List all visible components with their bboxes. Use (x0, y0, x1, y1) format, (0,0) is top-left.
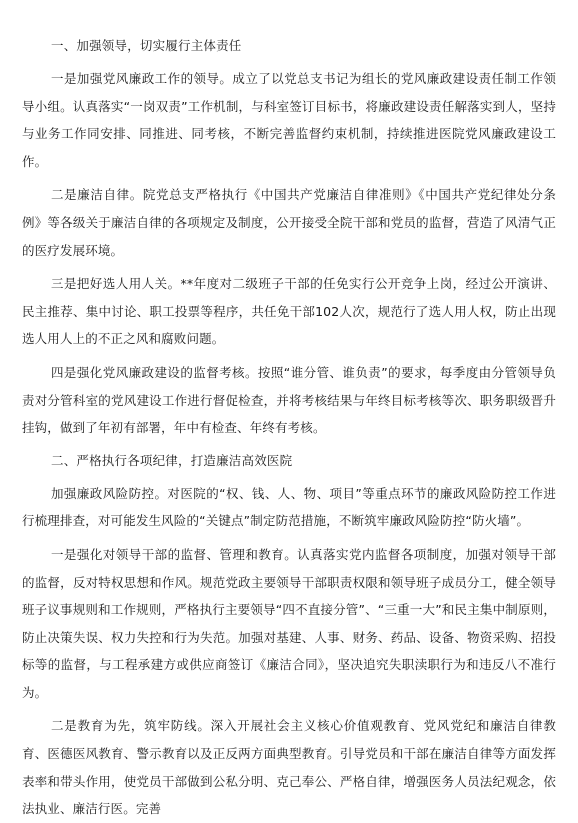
section-heading: 一、加强领导，切实履行主体责任 (51, 38, 242, 53)
paragraph: 三是把好选人用人关。**年度对二级班子干部的任免实行公开竞争上岗，经过公开演讲、民主推荐、集中讨论、职工投票等程序，共任免干部102人次，规范行了选人用人权，防止出现选人用人上的不正之风和腐败问题。 (22, 276, 556, 347)
paragraph: 一是强化对领导干部的监督、管理和教育。认真落实党内监督各项制度，加强对领导干部的监督，反对特权思想和作风。规范党政主要领导干部职责权限和领导班子成员分工，健全领导班子议事规则和工作规则，严格执行主要领导“四不直接分管”、“三重一大”和民主集中制原则，防止决策失误、权力失控和行为失范。加强对基建、人事、财务、药品、设备、物资采购、招投标等的监督，与工程承建方或供应商签订《廉洁合同》，坚决追究失职渎职行为和违反八不准行为。 (22, 546, 556, 700)
paragraph: 加强廉政风险防控。对医院的“权、钱、人、物、项目”等重点环节的廉政风险防控工作进行梳理排查，对可能发生风险的“关键点”制定防范措施，不断筑牢廉政风险防控“防火墙”。 (22, 485, 556, 529)
section-leadership (22, 33, 556, 442)
section-heading: 二、严格执行各项纪律，打造廉洁高效医院 (51, 452, 293, 468)
paragraph: 二是教育为先，筑牢防线。深入开展社会主义核心价值观教育、党风党纪和廉洁自律教育、医德医风教育、警示教育以及正反两方面典型教育。引导党员和干部在廉洁自律等方面发挥表率和带头作用，使党员干部做到公私分明、克己奉公、严格自律，增强医务人员法纪观念，依法执业、廉洁行医。完善 (22, 718, 556, 817)
paragraph: 四是强化党风廉政建设的监督考核。按照“谁分管、谁负责”的要求，每季度由分管领导负责对分管科室的党风建设工作进行督促检查，并将考核结果与年终目标考核等次、职务职级晋升挂钩，做到了年初有部署，年中有检查、年终有考核。 (22, 364, 556, 436)
section-discipline (22, 448, 556, 823)
paragraph: 二是廉洁自律。院党总支严格执行《中国共产党廉洁自律准则》《中国共产党纪律处分条例》等各级关于廉洁自律的各项规定及制度，公开接受全院干部和党员的监督，营造了风清气正的医疗发展环境。 (22, 187, 556, 258)
paragraph: 一是加强党风廉政工作的领导。成立了以党总支书记为组长的党风廉政建设责任制工作领导小组。认真落实“一岗双责”工作机制，与科室签订目标书，将廉政建设责任解落实到人，坚持与业务工作同安排、同推进、同考核，不断完善监督约束机制，持续推进医院党风廉政建设工作。 (22, 71, 556, 169)
